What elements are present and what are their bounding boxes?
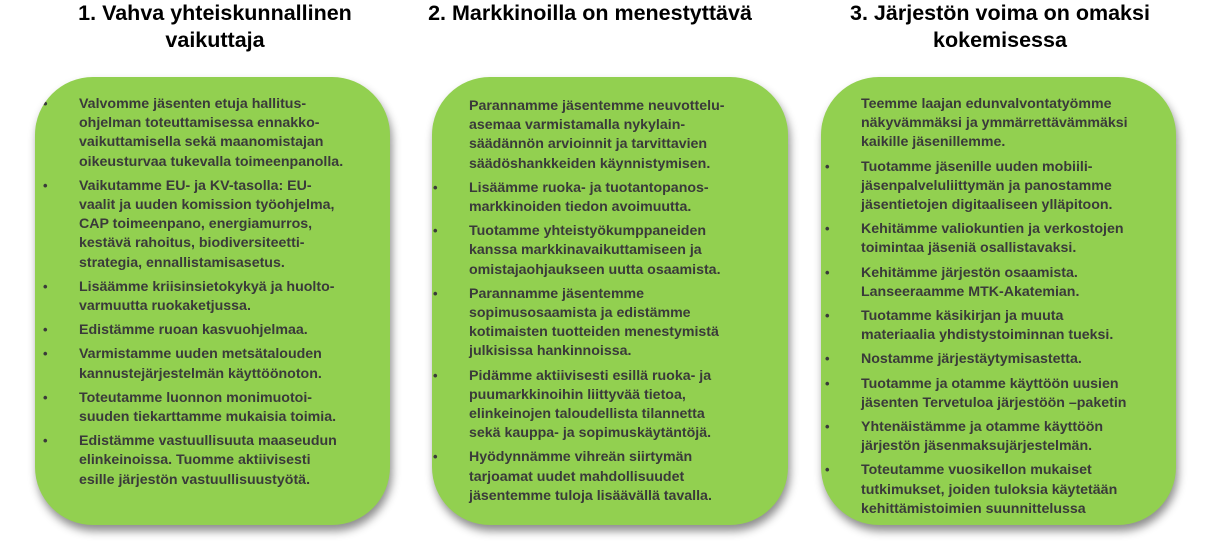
bullet-item (43, 389, 343, 427)
bullet-item (433, 367, 724, 444)
bullet-line: • Yhtenäistämme ja otamme käyttöön (861, 419, 1104, 436)
bullet-line: • Hyödynnämme vihreän siirtymän (469, 449, 693, 466)
bullet-item (825, 350, 1128, 369)
bullet-line: näkyvämmäksi ja ymmärrettävämmäksi (861, 115, 1128, 132)
bullet-line: • Teemme laajan edunvalvontatyömme (861, 96, 1112, 112)
column-1-list (43, 95, 343, 495)
bullet-item (433, 285, 724, 362)
bullet-item (43, 177, 343, 273)
bullet-line: • Edistämme ruoan kasvuohjelmaa. (79, 322, 308, 339)
bullet-item (825, 95, 1128, 153)
bullet-line: kestävä rahoitus, biodiversiteetti- (79, 235, 305, 252)
bullet-item (825, 418, 1128, 456)
bullet-line: suuden tiekarttamme mukaisia toimia. (79, 409, 337, 426)
bullet-line: vaikuttamisella sekä maanomistajan (79, 134, 324, 151)
column-3-title-line: 3. Järjestön voima on omaksi (850, 1, 1150, 25)
bullet-line: kehittämistoimien suunnittelussa (861, 500, 1086, 517)
column-3-title (815, 0, 1185, 54)
bullet-line: • Toteutamme luonnon monimuotoi- (79, 389, 313, 406)
column-2-list (433, 97, 724, 511)
column-1-panel (35, 77, 390, 525)
bullet-item (43, 345, 343, 383)
bullet-line: kaikille jäsenillemme. (861, 134, 1006, 151)
bullet-item (433, 179, 724, 217)
column-2-title (405, 0, 775, 27)
bullet-line: • Edistämme vastuullisuuta maaseudun (79, 433, 337, 450)
bullet-line: kannustejärjestelmän käyttöönoton. (79, 365, 322, 382)
bullet-line: elinkeinoissa. Tuomme aktiivisesti (79, 452, 311, 469)
bullet-item (825, 307, 1128, 345)
bullet-item (43, 321, 343, 340)
bullet-item (43, 278, 343, 316)
bullet-item (433, 97, 724, 174)
column-2-title-line: 2. Markkinoilla on menestyttävä (428, 1, 752, 25)
bullet-line: jäsentietojen digitaaliseen ylläpitoon. (861, 197, 1113, 214)
bullet-item (43, 432, 343, 490)
bullet-line: julkisissa hankinnoissa. (469, 343, 632, 360)
bullet-line: CAP toimeenpano, energiamurros, (79, 216, 313, 233)
column-1-title-line: 1. Vahva yhteiskunnallinen (78, 1, 352, 25)
bullet-line: asemaa varmistamalla nykylain- (469, 117, 686, 134)
bullet-line: puumarkkinoihin liittyvää tietoa, (469, 386, 686, 403)
bullet-line: jäsenten Tervetuloa järjestöön –paketin (861, 394, 1127, 411)
bullet-line: • Kehitämme valiokuntien ja verkostojen (861, 221, 1124, 238)
bullet-item (825, 375, 1128, 413)
bullet-item (43, 95, 343, 172)
bullet-line: tutkimukset, joiden tuloksia käytetään (861, 481, 1118, 498)
bullet-line: • Tuotamme yhteistyökumppaneiden (469, 223, 707, 240)
bullet-line: jäsentemme tuloja lisäävällä tavalla. (469, 487, 712, 504)
bullet-line: sopimusosaamista ja edistämme (469, 305, 691, 322)
column-3-list (825, 95, 1128, 524)
bullet-line: • Valvomme jäsenten etuja hallitus- (79, 96, 307, 112)
bullet-line: • Toteutamme vuosikellon mukaiset (861, 462, 1092, 479)
column-2-panel (432, 77, 788, 525)
bullet-line: säädöshankkeiden käynnistymisen. (469, 155, 711, 172)
bullet-line: • Lisäämme kriisinsietokykyä ja huolto- (79, 278, 335, 295)
bullet-line: • Pidämme aktiivisesti esillä ruoka- ja (469, 367, 712, 384)
bullet-line: järjestön jäsenmaksujärjestelmän. (861, 438, 1093, 455)
bullet-line: omistajaohjaukseen uutta osaamista. (469, 261, 721, 278)
bullet-line: • Tuotamme jäsenille uuden mobiili- (861, 158, 1093, 175)
bullet-line: • Nostamme järjestäytymisastetta. (861, 351, 1082, 368)
bullet-line: • Vaikutamme EU- ja KV-tasolla: EU- (79, 177, 312, 194)
bullet-item (825, 461, 1128, 519)
bullet-item (433, 222, 724, 280)
bullet-line: ohjelman toteuttamisessa ennakko- (79, 115, 320, 132)
bullet-line: kanssa markkinavaikuttamiseen ja (469, 242, 702, 259)
bullet-line: • Parannamme jäsentemme (469, 285, 645, 302)
bullet-line: • Varmistamme uuden metsätalouden (79, 346, 322, 363)
column-3-panel (821, 77, 1176, 525)
bullet-line: jäsenpalveluliittymän ja panostamme (861, 177, 1112, 194)
bullet-line: esille järjestön vastuullisuustyötä. (79, 471, 311, 488)
bullet-line: • Tuotamme käsikirjan ja muuta (861, 308, 1064, 325)
bullet-line: kotimaisten tuotteiden menestymistä (469, 324, 719, 341)
bullet-item (825, 264, 1128, 302)
bullet-line: oikeusturvaa tukevalla toimeenpanolla. (79, 153, 344, 170)
bullet-line: elinkeinojen taloudellista tilannetta (469, 406, 705, 423)
bullet-line: strategia, ennallistamisasetus. (79, 254, 285, 271)
bullet-line: tarjoamat uudet mahdollisuudet (469, 468, 685, 485)
bullet-line: Lanseeraamme MTK-Akatemian. (861, 283, 1080, 300)
column-1-title-line: vaikuttaja (165, 28, 265, 52)
column-1-title (30, 0, 400, 54)
bullet-line: vaalit ja uuden komission työohjelma, (79, 197, 335, 214)
bullet-line: • Tuotamme ja otamme käyttöön uusien (861, 375, 1119, 392)
bullet-item (825, 220, 1128, 258)
bullet-line: • Parannamme jäsentemme neuvottelu- (469, 98, 725, 114)
bullet-line: • Lisäämme ruoka- ja tuotantopanos- (469, 179, 709, 196)
column-3-title-line: kokemisessa (933, 28, 1067, 52)
bullet-item (825, 158, 1128, 216)
bullet-line: markkinoiden tiedon avoimuutta. (469, 199, 692, 216)
bullet-line: varmuutta ruokaketjussa. (79, 298, 251, 315)
bullet-line: • Kehitämme järjestön osaamista. (861, 264, 1078, 281)
bullet-line: toimintaa jäseniä osallistavaksi. (861, 240, 1077, 257)
bullet-line: säädännön arvioinnit ja tarvittavien (469, 136, 708, 153)
bullet-item (433, 448, 724, 506)
bullet-line: materiaalia yhdistystoiminnan tueksi. (861, 327, 1114, 344)
bullet-line: sekä kauppa- ja sopimuskäytäntöjä. (469, 425, 712, 442)
